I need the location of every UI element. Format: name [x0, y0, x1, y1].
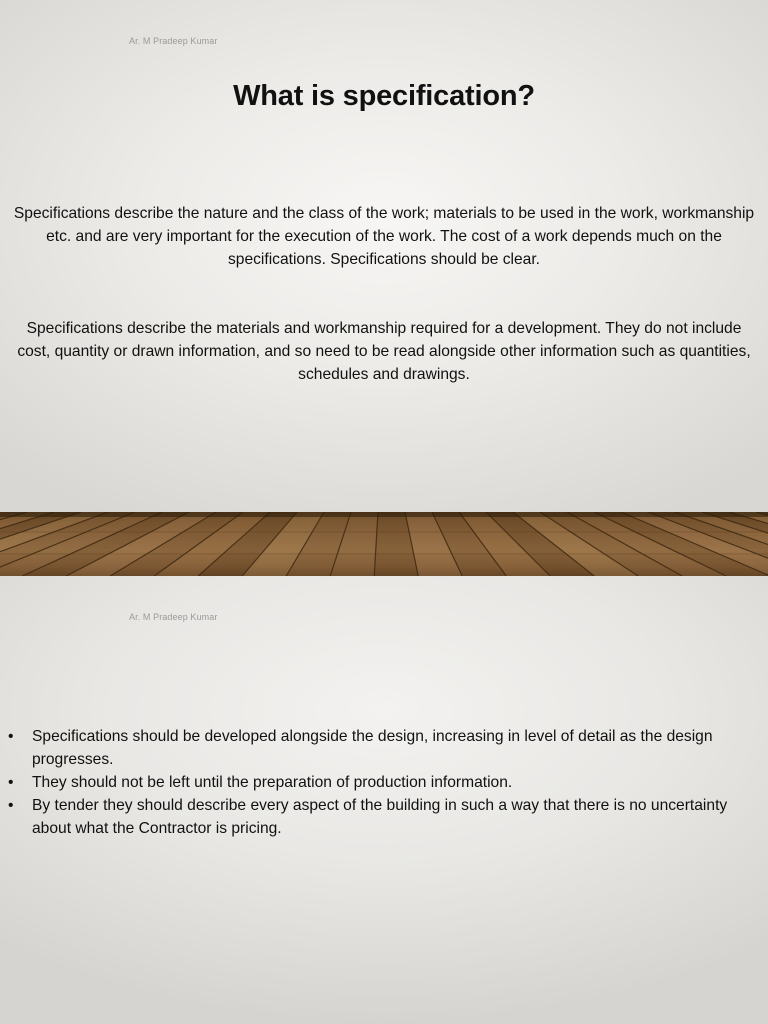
bullet-list: [8, 725, 760, 840]
bullet-item: [8, 771, 760, 794]
author-name: Ar. M Pradeep Kumar: [129, 36, 218, 46]
author-name: Ar. M Pradeep Kumar: [129, 612, 218, 622]
wood-floor-decoration: [0, 512, 768, 576]
slide-2: [0, 576, 768, 1024]
bullet-text: They should not be left until the preparation of production information.: [32, 774, 513, 791]
bullet-icon: •: [8, 728, 14, 745]
bullet-text: Specifications should be developed alongside the design, increasing in level of detail as the design progresses.: [32, 728, 713, 768]
slide-title: What is specification?: [233, 80, 535, 112]
bullet-item: [8, 794, 760, 840]
paragraph-1: Specifications describe the nature and the class of the work; materials to be used in the work, workmanship etc. and are very important for the execution of the work. The cost of a work depends much on the specifications. Specifications should be clear.: [13, 205, 755, 268]
bullet-icon: •: [8, 774, 14, 791]
bullet-text: By tender they should describe every aspect of the building in such a way that there is no uncertainty about what the Contractor is pricing.: [32, 797, 728, 837]
wood-floor-planks: [0, 512, 768, 576]
paragraph-2: Specifications describe the materials and workmanship required for a development. They do not include cost, quantity or drawn information, and so need to be read alongside other information such as quantities, schedules and drawings.: [17, 320, 751, 383]
bullet-icon: •: [8, 797, 14, 814]
floor-shadow: [0, 512, 768, 517]
bullet-item: [8, 725, 760, 771]
